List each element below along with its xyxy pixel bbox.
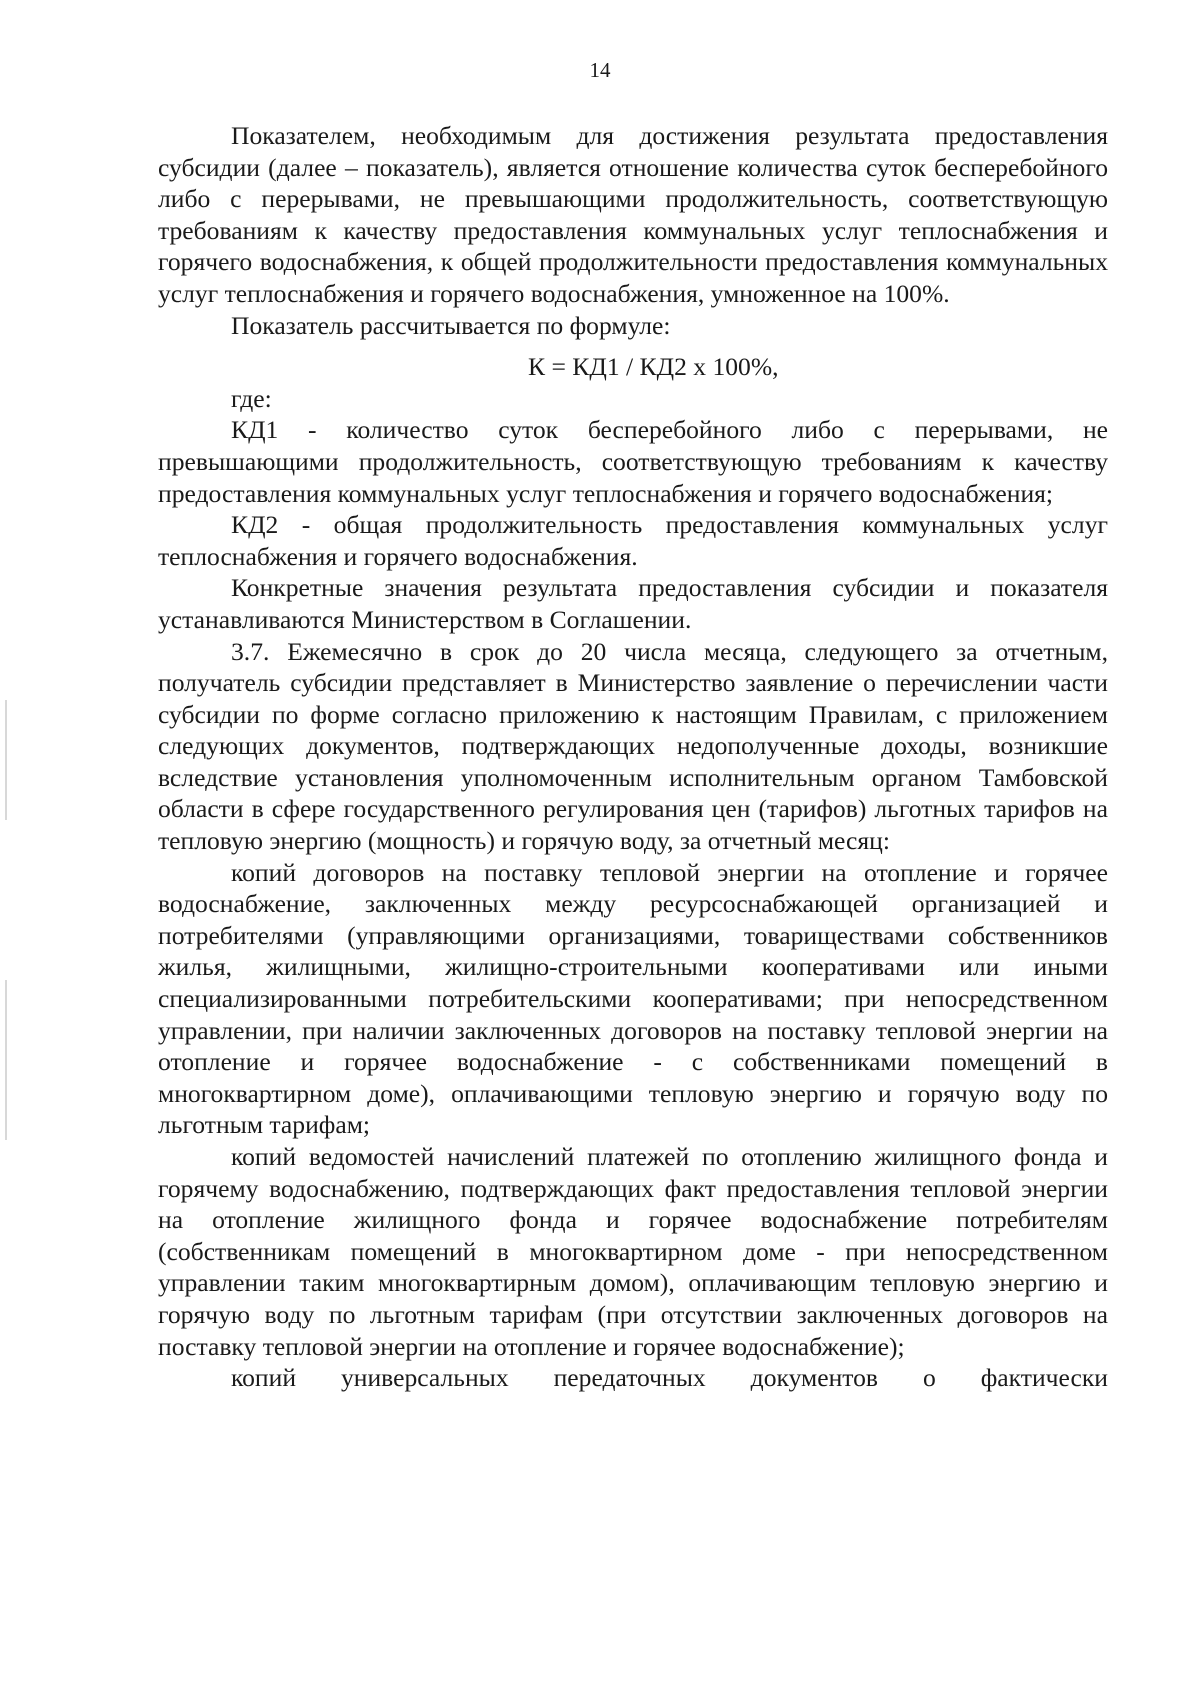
paragraph-formula-intro: Показатель рассчитывается по формуле: (231, 310, 671, 340)
scan-artifact (5, 980, 7, 1140)
paragraph-section-3-7: 3.7. Ежемесячно в срок до 20 числа месяца, следующего за отчетным, получатель субсидии представляет в Министерство заявление о перечислении части субсидии по форме согласно приложению к настоящим Правилам, с приложением следующих документов, подтверждающих недополученные доходы, возникшие вследствие установления уполномоченным исполнительным органом Тамбовской области в сфере государственного регулирования цен (тарифов) льготных тарифов на тепловую энергию (мощность) и горячую воду, за отчетный месяц: (158, 636, 1108, 856)
paragraph-contracts-copies: копий договоров на поставку тепловой энергии на отопление и горячее водоснабжение, заключенных между ресурсоснабжающей организацией и потребителями (управляющими организациями, товариществами собственников жилья, жилищными, жилищно-строительными кооперативами или иными специализированными потребительскими кооперативами; при непосредственном управлении, при наличии заключенных договоров на поставку тепловой энергии на отопление и горячее водоснабжение - с собственниками помещений в многоквартирном доме), оплачивающими тепловую энергию и горячую воду по льготным тарифам; (158, 857, 1108, 1140)
paragraph-indicator-definition: Показателем, необходимым для достижения результата предоставления субсидии (далее – показатель), является отношение количества суток бесперебойного либо с перерывами, не превышающими продолжительность, соответствующую требованиям к качеству предоставления коммунальных услуг теплоснабжения и горячего водоснабжения, к общей продолжительности предоставления коммунальных услуг теплоснабжения и горячего водоснабжения, умноженное на 100%. (158, 121, 1108, 308)
formula: К = КД1 / КД2 х 100%, (528, 352, 779, 382)
definition-kd2: КД2 - общая продолжительность предоставления коммунальных услуг теплоснабжения и горячего водоснабжения. (158, 510, 1108, 571)
paragraph-transfer-documents: копий универсальных передаточных документов о фактически (231, 1363, 1108, 1393)
scan-artifact (5, 700, 7, 820)
document-body (158, 120, 1108, 1394)
paragraph-specific-values: Конкретные значения результата предоставления субсидии и показателя устанавливаются Министерством в Соглашении. (158, 573, 1108, 634)
definition-kd1: КД1 - количество суток бесперебойного либо с перерывами, не превышающими продолжительность, соответствующую требованиям к качеству предоставления коммунальных услуг теплоснабжения и горячего водоснабжения; (158, 415, 1108, 508)
where-label: где: (231, 383, 272, 413)
page-number: 14 (589, 58, 611, 82)
paragraph-statements-copies: копий ведомостей начислений платежей по отоплению жилищного фонда и горячему водоснабжению, подтверждающих факт предоставления тепловой энергии на отопление жилищного фонда и горячее водоснабжение потребителям (собственникам помещений в многоквартирном доме - при непосредственном управлении таким многоквартирным домом), оплачивающим тепловую энергию и горячую воду по льготным тарифам (при отсутствии заключенных договоров на поставку тепловой энергии на отопление и горячее водоснабжение); (158, 1142, 1108, 1361)
